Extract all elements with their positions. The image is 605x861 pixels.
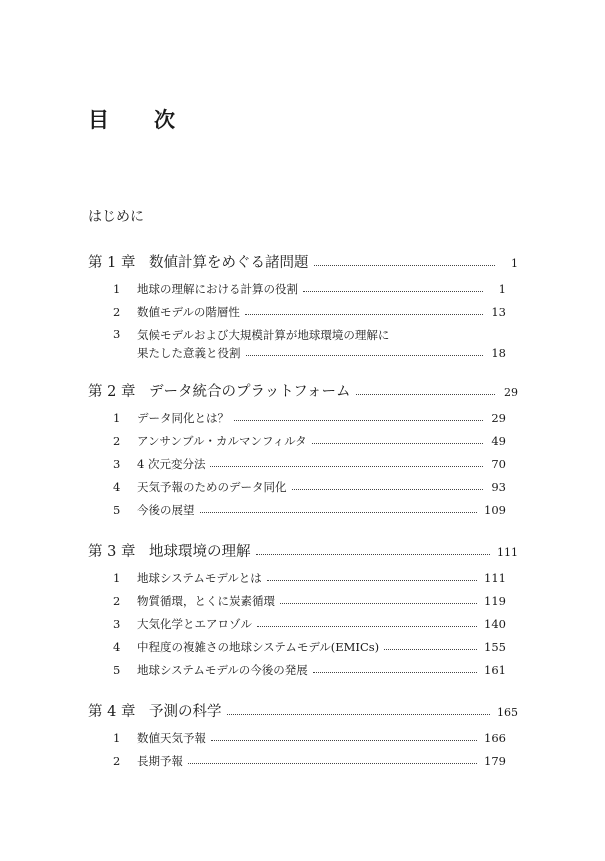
section-title: 天気予報のためのデータ同化 (137, 480, 287, 494)
section-title: 数値天気予報 (137, 731, 206, 745)
section-1-1-entry[interactable] (113, 281, 506, 297)
chapter-4-entry[interactable] (88, 700, 518, 721)
section-title: 地球の理解における計算の役割 (137, 282, 298, 296)
page-number: 111 (497, 546, 518, 559)
page-number: 111 (484, 571, 506, 585)
section-4-2-entry[interactable] (113, 753, 506, 769)
section-2-5-entry[interactable] (113, 502, 506, 518)
section-2-1-entry[interactable] (113, 410, 506, 426)
chapter-number: 第 4 章 (88, 704, 136, 720)
toc-title: 目 次 (88, 107, 187, 132)
section-title: 長期予報 (137, 754, 183, 768)
leader-dots (227, 714, 491, 715)
section-3-2-entry[interactable] (113, 593, 506, 609)
section-number: 2 (113, 434, 121, 448)
section-2-3-entry[interactable] (113, 456, 506, 472)
leader-dots (257, 626, 477, 627)
section-number: 2 (113, 305, 121, 319)
section-title: 中程度の複雑さの地球システムモデル(EMICs) (137, 640, 380, 654)
page-number: 13 (491, 305, 506, 319)
leader-dots (211, 740, 477, 741)
leader-dots (356, 394, 495, 395)
leader-dots (200, 512, 478, 513)
section-3-1-entry[interactable] (113, 570, 506, 586)
leader-dots (312, 443, 483, 444)
leader-dots (267, 580, 477, 581)
leader-dots (292, 489, 484, 490)
section-number: 3 (113, 327, 121, 341)
section-title: データ同化とは？ (137, 411, 229, 425)
page-number: 165 (497, 706, 518, 719)
chapter-title: 数値計算をめぐる諸問題 (149, 255, 309, 271)
section-title-line1[interactable]: 気候モデルおよび大規模計算が地球環境の理解に (137, 328, 390, 342)
leader-dots (210, 466, 483, 467)
section-title: 大気化学とエアロゾル (137, 617, 252, 631)
page-number: 179 (484, 754, 506, 768)
page-number: 18 (491, 346, 506, 360)
section-1-3-entry[interactable] (113, 345, 506, 361)
section-3-5-entry[interactable] (113, 662, 506, 678)
chapter-title: 地球環境の理解 (149, 544, 251, 560)
section-4-1-entry[interactable] (113, 730, 506, 746)
section-title: 数値モデルの階層性 (137, 305, 240, 319)
section-number: 1 (113, 571, 121, 585)
section-number: 3 (113, 617, 121, 631)
section-number: 1 (113, 731, 121, 745)
section-2-4-entry[interactable] (113, 479, 506, 495)
section-number: 5 (113, 503, 121, 517)
chapter-2-entry[interactable] (88, 380, 518, 401)
leader-dots (303, 291, 483, 292)
page-number: 93 (491, 480, 506, 494)
section-number: 5 (113, 663, 121, 677)
chapter-1-entry[interactable] (88, 251, 518, 272)
page-number: 29 (491, 411, 506, 425)
page-number: 140 (484, 617, 506, 631)
leader-dots (280, 603, 477, 604)
page-number: 155 (484, 640, 506, 654)
leader-dots (246, 355, 484, 356)
page-number: 1 (498, 282, 506, 296)
chapter-3-entry[interactable] (88, 540, 518, 561)
leader-dots (188, 763, 477, 764)
section-number: 1 (113, 282, 121, 296)
chapter-number: 第 1 章 (88, 255, 136, 271)
section-number: 3 (113, 457, 121, 471)
chapter-title: データ統合のプラットフォーム (149, 384, 351, 400)
leader-dots (256, 554, 491, 555)
section-number: 4 (113, 480, 121, 494)
page-number: 29 (504, 386, 518, 399)
leader-dots (245, 314, 483, 315)
page-number: 161 (484, 663, 506, 677)
section-2-2-entry[interactable] (113, 433, 506, 449)
section-title: 果たした意義と役割 (137, 346, 241, 360)
leader-dots (234, 420, 483, 421)
section-number: 2 (113, 754, 121, 768)
section-title: 地球システムモデルの今後の発展 (137, 663, 308, 677)
page-number: 166 (484, 731, 506, 745)
leader-dots (313, 672, 477, 673)
section-title: 物質循環，とくに炭素循環 (137, 594, 275, 608)
toc-intro[interactable]: はじめに (88, 209, 144, 225)
section-3-3-entry[interactable] (113, 616, 506, 632)
section-3-4-entry[interactable] (113, 639, 506, 655)
page-number: 49 (491, 434, 506, 448)
section-title: 4 次元変分法 (137, 457, 206, 471)
section-title: アンサンブル・カルマンフィルタ (137, 434, 307, 448)
page-number: 1 (511, 257, 518, 270)
chapter-number: 第 2 章 (88, 384, 136, 400)
page-number: 109 (484, 503, 506, 517)
section-1-2-entry[interactable] (113, 304, 506, 320)
section-title: 地球システムモデルとは (137, 571, 262, 585)
section-number: 2 (113, 594, 121, 608)
leader-dots (384, 649, 477, 650)
section-number: 4 (113, 640, 121, 654)
chapter-number: 第 3 章 (88, 544, 136, 560)
chapter-title: 予測の科学 (149, 704, 222, 720)
page-number: 119 (484, 594, 506, 608)
page-number: 70 (491, 457, 506, 471)
leader-dots (314, 265, 496, 266)
section-number: 1 (113, 411, 121, 425)
section-title: 今後の展望 (137, 503, 195, 517)
